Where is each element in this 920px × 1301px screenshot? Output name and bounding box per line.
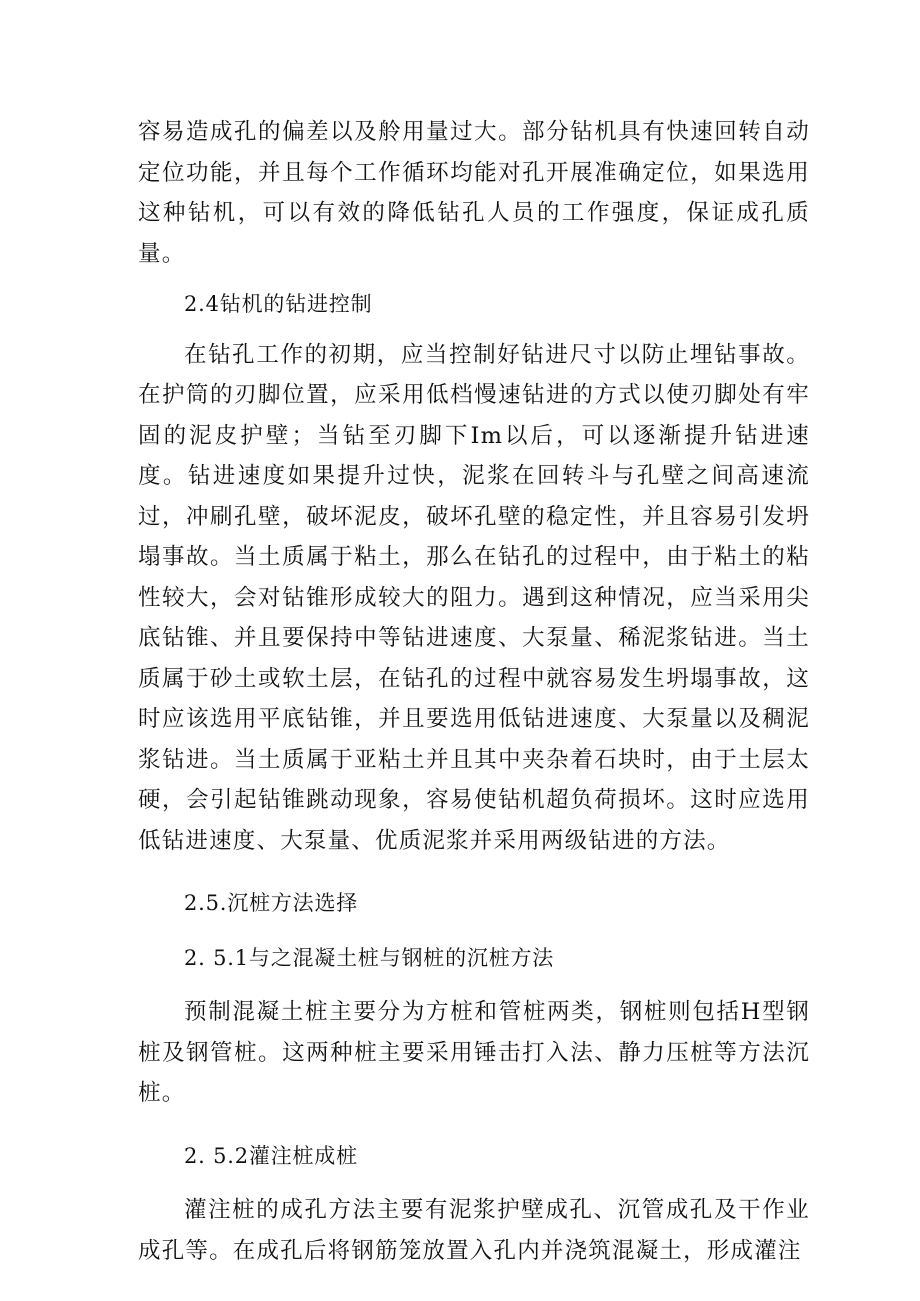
- subsection-heading-2-5-1: 2. 5.1与之混凝土桩与钢桩的沉桩方法: [184, 945, 555, 970]
- paragraph-drilling-control: 在钻孔工作的初期，应当控制好钻进尺寸以防止埋钻事故。在护筒的刃脚位置，应采用低档慢速钻进的方式以使刃脚处有牢固的泥皮护壁；当钻至刃脚下Im以后，可以逐渐提升钻进速度。钻进速度如果提升过快，泥浆在回转斗与孔壁之间高速流过，冲刷孔壁，破坏泥皮，破坏孔壁的稳定性，并且容易引发坍塌事故。当土质属于粘土，那么在钻孔的过程中，由于粘土的粘性较大，会对钻锥形成较大的阻力。遇到这种情况，应当采用尖底钻锥、并且要保持中等钻进速度、大泵量、稀泥浆钻进。当土质属于砂土或软土层，在钻孔的过程中就容易发生坍塌事故，这时应该选用平底钻锥，并且要选用低钻进速度、大泵量以及稠泥浆钻进。当土质属于亚粘土并且其中夹杂着石块时，由于土层太硬，会引起钻锥跳动现象，容易使钻机超负荷损坏。这时应选用低钻进速度、大泵量、优质泥浆并采用两级钻进的方法。: [138, 341, 810, 854]
- document-page: [138, 112, 810, 1271]
- paragraph-continued: 容易造成孔的偏差以及舲用量过大。部分钻机具有快速回转自动定位功能，并且每个工作循环均能对孔开展准确定位，如果选用这种钻机，可以有效的降低钻孔人员的工作强度，保证成孔质量。: [138, 119, 810, 267]
- subsection-heading-2-5-2: 2. 5.2灌注桩成桩: [184, 1143, 358, 1168]
- paragraph-precast-pile: 预制混凝土桩主要分为方桩和管桩两类，钢桩则包括H型钢桩及钢管桩。这两种桩主要采用锤击打入法、静力压桩等方法沉桩。: [138, 999, 810, 1106]
- section-heading-2-4: 2.4钻机的钻进控制: [184, 292, 373, 316]
- paragraph-cast-in-place-pile: 灌注桩的成孔方法主要有泥浆护壁成孔、沉管成孔及干作业成孔等。在成孔后将钢筋笼放置入孔内并浇筑混凝土，形成灌注: [138, 1197, 810, 1264]
- section-heading-2-5: 2.5.沉桩方法选择: [184, 891, 359, 915]
